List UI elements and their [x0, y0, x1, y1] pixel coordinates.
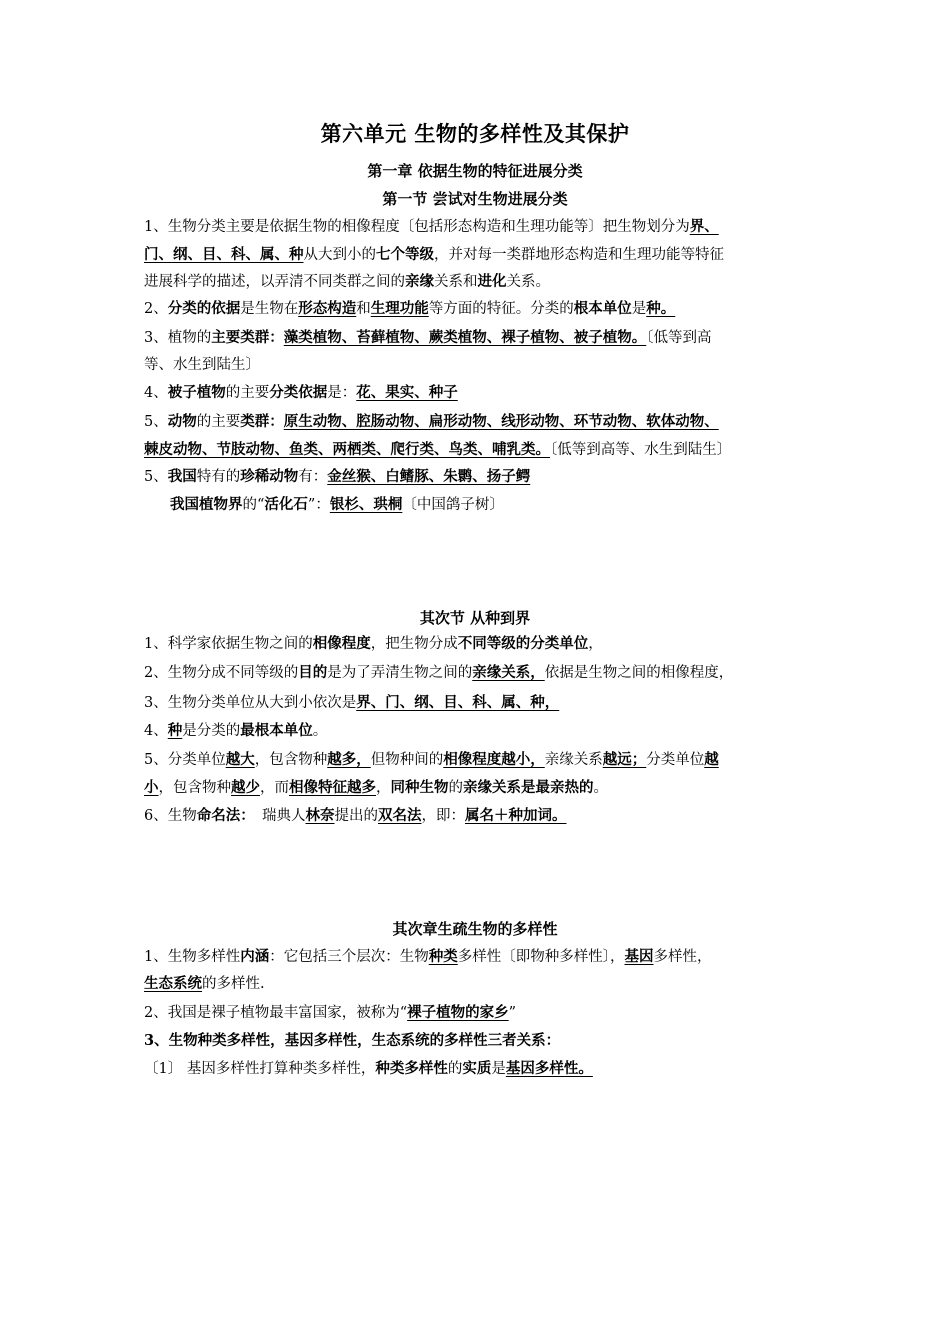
text: 瑞典人	[247, 808, 306, 824]
key-term: 主要类群：	[211, 329, 284, 346]
key-term: 不同等级的分类单位	[457, 635, 589, 652]
text: 〔低等到高	[646, 330, 712, 346]
text: 1、生物分类主要是依据生物的相像程度〔包括形态构造和生理功能等〕把生物划分为	[144, 219, 690, 235]
s1-line-11	[170, 495, 504, 515]
unit-title: 第六单元 生物的多样性及其保护	[320, 121, 630, 146]
s1-line-7	[144, 383, 458, 403]
s1-line-1	[144, 217, 719, 237]
s1-line-8	[144, 412, 719, 432]
text: 和	[356, 301, 371, 317]
key-term: 类群：	[240, 413, 284, 430]
text: 1、生物多样性	[144, 949, 241, 965]
s2-line-7	[144, 806, 566, 826]
text: 2、	[144, 301, 168, 317]
key-term: 实质	[462, 1060, 492, 1077]
answer: 基因多样性。	[505, 1060, 593, 1077]
text: 提出的	[334, 808, 378, 824]
answer: 林奈	[305, 807, 335, 824]
answer: 越大	[225, 751, 255, 768]
text: 是	[491, 1061, 506, 1077]
chapter-2-heading: 其次章生疏生物的多样性	[392, 920, 558, 938]
s1-line-10	[144, 467, 530, 487]
answer: 种。	[646, 300, 676, 317]
text: 3、植物的	[144, 330, 212, 346]
s2-line-5	[144, 750, 719, 770]
s1-line-5	[144, 328, 711, 348]
text: ，包含物种	[254, 752, 328, 768]
text: ”	[508, 1005, 517, 1021]
answer: 形态构造	[298, 300, 357, 317]
text: ”：	[307, 497, 330, 513]
answer: 双名法	[377, 807, 422, 824]
text: 关系。	[506, 274, 550, 290]
key-term: 珍稀动物	[240, 468, 299, 485]
text: 的多样性.	[202, 976, 265, 992]
s1-line-2	[144, 245, 724, 265]
section-1-heading: 第一节 尝试对生物进展分类	[382, 190, 568, 208]
s1-line-4	[144, 299, 675, 319]
key-term: 亲缘	[405, 273, 434, 290]
key-term: 被子植物	[167, 384, 226, 401]
key-term: 种类多样性	[375, 1060, 448, 1077]
text: ，包含物种	[158, 780, 231, 796]
text: 亲缘关系	[544, 752, 603, 768]
s1-line-6	[144, 355, 260, 375]
text: 5、分类单位	[144, 752, 226, 768]
text: 〔低等到高等、水生到陆生〕	[550, 442, 732, 458]
text: ，	[588, 636, 603, 652]
answer: 花、果实、种子	[356, 384, 458, 401]
text: 4、	[144, 723, 168, 739]
answer: 种	[167, 722, 183, 739]
key-term: 亲缘关系是最亲热的	[463, 779, 594, 796]
key-term: 相像程度	[312, 635, 371, 652]
text: 的	[447, 1061, 463, 1077]
text: 进展科学的描述，以弄清不同类群之间的	[144, 274, 405, 290]
key-term: 3、生物种类多样性，基因多样性，生态系统的多样性三者关系：	[144, 1032, 561, 1049]
c2-line-1	[144, 947, 711, 967]
text: 的主要	[196, 414, 241, 430]
key-term: 动物	[167, 413, 197, 430]
s2-line-1	[144, 634, 603, 654]
answer: 小	[144, 779, 159, 796]
answer: 相像程度越小，	[443, 751, 545, 768]
text: 多样性，	[653, 949, 712, 965]
answer: 生理功能	[370, 300, 429, 317]
chapter-1-heading: 第一章 依据生物的特征进展分类	[367, 162, 583, 180]
text: 从大到小的	[303, 247, 376, 263]
text: 有：	[298, 469, 328, 485]
c2-line-2	[144, 974, 265, 994]
s2-line-4	[144, 721, 327, 741]
answer: 基因	[624, 948, 654, 965]
c2-line-3	[144, 1003, 516, 1023]
answer: 属名＋种加词。	[464, 807, 567, 824]
answer: 越远；	[602, 751, 647, 768]
answer: 藻类植物、苔藓植物、蕨类植物、裸子植物、被子植物。	[283, 329, 647, 346]
answer: 裸子植物的家乡	[407, 1004, 509, 1021]
text: 是生物在	[240, 301, 299, 317]
text: 依据是生物之间的相像程度，	[544, 665, 734, 681]
key-term: 内涵	[240, 948, 270, 965]
key-term: 我国植物界	[170, 496, 243, 513]
answer: 门、纲、目、科、属、种	[144, 246, 304, 263]
text: 的“	[242, 497, 265, 513]
answer: 种类	[428, 948, 458, 965]
text: ：它包括三个层次：生物	[269, 949, 429, 965]
text: 〔1〕 基因多样性打算种类多样性，	[144, 1061, 376, 1077]
answer: 棘皮动物、节肢动物、鱼类、两栖类、爬行类、鸟类、哺乳类。	[144, 441, 550, 458]
text: 是为了弄清生物之间的	[327, 665, 473, 681]
key-term: 最根本单位	[240, 722, 313, 739]
key-term: 我国	[167, 468, 197, 485]
answer: 生态系统	[144, 975, 202, 992]
answer: 银杉、珙桐	[329, 496, 403, 513]
key-term: 分类依据	[269, 384, 328, 401]
text: 等方面的特征。分类的	[428, 301, 574, 317]
key-term: 进化	[477, 273, 507, 290]
s2-line-3	[144, 693, 559, 713]
text: 4、	[144, 385, 168, 401]
answer: 相像特征越多	[289, 779, 376, 796]
text: 6、生物	[144, 808, 197, 824]
answer: 原生动物、腔肠动物、扁形动物、线形动物、环节动物、软体动物、	[283, 413, 719, 430]
text: 1、科学家依据生物之间的	[144, 636, 313, 652]
answer: 亲缘关系，	[472, 664, 545, 681]
key-term: 目的	[298, 664, 328, 681]
text: 但物种间的	[370, 752, 444, 768]
c2-line-5	[144, 1059, 593, 1079]
key-term: 同种生物	[390, 779, 449, 796]
key-term: 活化石	[264, 496, 308, 513]
key-term: 分类的依据	[167, 300, 241, 317]
text: 多样性〔即物种多样性〕，	[457, 949, 625, 965]
section-2-heading: 其次节 从种到界	[419, 609, 531, 627]
text: 5、	[144, 469, 168, 485]
text: 。	[312, 723, 328, 739]
s1-line-9	[144, 440, 731, 460]
text: ，并对每一类群地形态构造和生理功能等特征	[434, 247, 724, 263]
s2-line-6	[144, 778, 608, 798]
text: 5、	[144, 414, 168, 430]
text: 是：	[327, 385, 357, 401]
text: ，	[376, 780, 391, 796]
key-term: 命名法：	[196, 807, 248, 824]
text: 。	[593, 780, 608, 796]
text: 3、生物分类单位从大到小依次是	[144, 695, 357, 711]
text: 是	[631, 301, 647, 317]
text: ，把生物分成	[370, 636, 458, 652]
c2-line-4	[144, 1031, 560, 1051]
answer: 越	[704, 751, 719, 768]
text: 关系和	[434, 274, 478, 290]
text: ，而	[260, 780, 289, 796]
text: ，即：	[421, 808, 465, 824]
text: 2、我国是裸子植物最丰富国家，被称为“	[144, 1005, 408, 1021]
key-term: 七个等级	[376, 246, 434, 263]
text: 的主要	[225, 385, 270, 401]
text: 〔中国鸽子树〕	[402, 497, 504, 513]
s2-line-2	[144, 663, 733, 683]
text: 的	[448, 780, 463, 796]
text: 分类单位	[646, 752, 705, 768]
answer: 越多，	[327, 751, 371, 768]
text: 等、水生到陆生〕	[144, 357, 260, 373]
answer: 界、	[689, 218, 719, 235]
answer: 金丝猴、白鳍豚、朱鹮、扬子鳄	[327, 468, 531, 485]
answer: 越少	[231, 779, 260, 796]
key-term: 根本单位	[573, 300, 632, 317]
text: 2、生物分成不同等级的	[144, 665, 299, 681]
answer: 界、门、纲、目、科、属、种，	[356, 694, 560, 711]
s1-line-3	[144, 272, 550, 292]
text: 特有的	[196, 469, 241, 485]
text: 是分类的	[182, 723, 241, 739]
